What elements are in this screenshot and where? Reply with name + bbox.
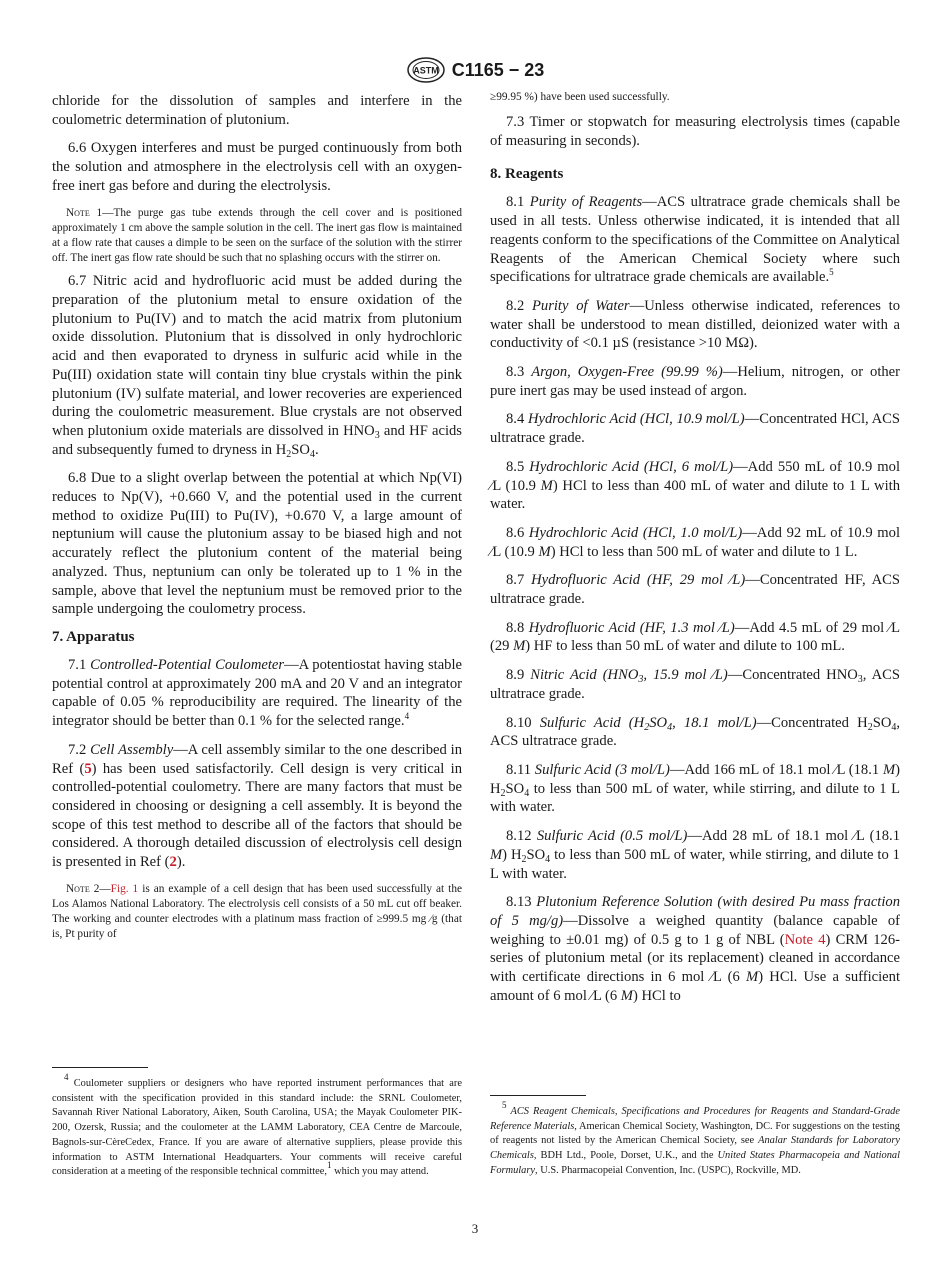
footnote-4: $^4$ Coulometer suppliers or designers who have reported instrument performances that are consistent with the specification provided in this standard include: the SRNL Coulometer, Savannah River National Laboratory, Aiken, South Carolina, USA; the Mayak Coulometer PIK-200, Ozersk, Russia; and the coulometer at the LAMM Laboratory, CEA Centre de Marcoule, Bagnols-sur-CèreCedex, France. If you are aware of alternative suppliers, please provide this information to ASTM International Headquarters. Your comments will receive careful consideration at a meeting of the responsible technical committee,$^1$ which you may attend. — [52, 1072, 462, 1178]
figure-1-link[interactable]: Fig. 1 — [110, 882, 139, 895]
paragraph-8-13: 8.13 Plutonium Reference Solution (with desired Pu mass fraction of 5 mg/g)—Dissolve a weighed quantity (balance capable of weighing to ±0.01 mg) of 0.5 g to 1 g of NBL (Note 4) CRM 126-series of plutonium metal (or its replacement) cleaned in accordance with certificate directions in 6 mol ⁄L (6 M) HCl. Use a sufficient amount of 6 mol ⁄L (6 M) HCl to — [490, 894, 901, 1004]
footnote-ref-5: 5 — [829, 267, 834, 278]
paragraph-8-6: 8.6 Hydrochloric Acid (HCl, 1.0 mol/L)—Add 92 mL of 10.9 mol ⁄L (10.9 M) HCl to less than 500 mL of water and dilute to 1 L. — [490, 524, 900, 560]
footnote-divider-left — [52, 1067, 148, 1068]
footnote-5: $^5$ ACS Reagent Chemicals, Specifications and Procedures for Reagents and Standard-Grade Reference Materials, American Chemical Society, Washington, DC. For suggestions on the testing of reagents not listed by the American Chemical Society, see Analar Standards for Laboratory Chemicals, BDH Ltd., Poole, Dorset, U.K., and the United States Pharmacopeia and National Formulary, U.S. Pharmacopeial Convention, Inc. (USPC), Rockville, MD. — [490, 1100, 900, 1176]
left-column — [52, 92, 462, 949]
paragraph-6-8: 6.8 Due to a slight overlap between the potential at which Np(VI) reduces to Np(V), +0.660 V, and the potential used in the current method to oxidize Pu(III) to Pu(IV), +0.670 V, a large amount of neptunium will cause the plutonium assay to be biased high and not accurately reflect the plutonium content of the material being analyzed. Thus, neptunium can only be tolerated up to 1 % in the sample, above that level the neptunium must be removed prior to the sample undergoing the coulometry process. — [52, 470, 462, 618]
paragraph-8-4: 8.4 Hydrochloric Acid (HCl, 10.9 mol/L)—Concentrated HCl, ACS ultratrace grade. — [490, 411, 900, 447]
svg-text:ASTM: ASTM — [412, 65, 439, 76]
right-column — [490, 92, 900, 1015]
paragraph-8-5: 8.5 Hydrochloric Acid (HCl, 6 mol/L)—Add 550 mL of 10.9 mol ⁄L (10.9 M) HCl to less than 400 mL of water and dilute to 1 L with water. — [490, 458, 900, 513]
page-header — [0, 56, 950, 86]
paragraph-8-9: 8.9 Nitric Acid ($HNO_3$, 15.9 mol ⁄L)—Concentrated $HNO_3$, ACS ultratrace grade. — [490, 667, 900, 702]
paragraph-6-7: 6.7 Nitric acid and hydrofluoric acid must be added during the preparation of the plutonium metal to ensure oxidation of the plutonium to Pu(IV) and to match the acid matrix from plutonium oxide dissolution. Plutonium that is dissolved in only hydrochloric acid and then evaporated to dryness in sulfuric acid while in the Pu(III) oxidation state will contain tiny blue crystals within the pink plutonium (IV) sulfate material, and lower recoveries are experienced during the coulometric measurement. Blue crystals are not observed when plutonium oxide materials are dissolved in $HNO_3$ and HF acids and subsequently fumed to dryness in $H_2SO_4$. — [52, 273, 462, 460]
note-1: Note 1—The purge gas tube extends through the cell cover and is positioned approximately 1 cm above the sample solution in the cell. The inert gas flow is maintained at a flow rate that causes a dimple to be seen on the surface of the solution with the stirrer off. The inert gas flow rate should be such that no splashing occurs with the stirrer on. — [52, 206, 462, 265]
paragraph-8-10: 8.10 Sulfuric Acid ($H_2SO_4$, 18.1 mol/L)—Concentrated $H_2SO_4$, ACS ultratrace grade. — [490, 714, 901, 750]
page-number: 3 — [471, 1221, 479, 1236]
section-8-heading: 8. Reagents — [490, 166, 564, 183]
paragraph-7-2: 7.2 Cell Assembly—A cell assembly similar to the one described in Ref (5) has been used satisfactorily. Cell design is very critical in controlled-potential coulometry. There are many factors that must be considered in choosing or designing a cell assembly. It is beyond the scope of this test method to describe all of the factors that should be considered. A thorough detailed discussion of electrolysis cell design is presented in Ref (2). — [52, 741, 462, 871]
paragraph-8-2: 8.2 Purity of Water—Unless otherwise indicated, references to water shall be understood to mean distilled, deionized water with a conductivity of <0.1 µS (resistance >10 MΩ). — [490, 297, 901, 352]
paragraph-8-12: 8.12 Sulfuric Acid (0.5 mol/L)—Add 28 mL of 18.1 mol ⁄L (18.1 M) $H_2SO_4$ to less than 500 mL of water, while stirring, and dilute to 1 L with water. — [490, 828, 900, 882]
paragraph-6-5-continuation: chloride for the dissolution of samples and interfere in the coulometric determination of plutonium. — [52, 93, 462, 128]
paragraph-8-3: 8.3 Argon, Oxygen-Free (99.99 %)—Helium, nitrogen, or other pure inert gas may be used instead of argon. — [490, 364, 901, 399]
note-2-continuation: ≥99.95 %) have been used successfully. — [490, 91, 670, 103]
paragraph-8-11: 8.11 Sulfuric Acid (3 mol/L)—Add 166 mL of 18.1 mol ⁄L (18.1 M) $H_2SO_4$ to less than 500 mL of water, while stirring, and dilute to 1 L with water. — [490, 761, 900, 816]
paragraph-8-1: 8.1 Purity of Reagents—ACS ultratrace grade chemicals shall be used in all tests. Unless otherwise indicated, it is intended that all reagents conform to the specifications of the Committee on Analytical Reagents of the American Chemical Society where such specifications for ultratrace grade chemicals are available.$^5$ — [490, 194, 900, 286]
paragraph-8-8: 8.8 Hydrofluoric Acid (HF, 1.3 mol ⁄L)—Add 4.5 mL of 29 mol ⁄L (29 M) HF to less than 50 mL of water and dilute to 100 mL. — [490, 619, 901, 655]
paragraph-7-1: 7.1 Controlled-Potential Coulometer—A potentiostat having stable potential control at approximately 200 mA and 20 V and an integrator capable of 0.05 % reproducibility are required. The linearity of the integrator should be better than 0.1 % for the selected range.$^4$ — [52, 656, 462, 730]
note-2: Note 2—Fig. 1 is an example of a cell design that has been used successfully at the Los Alamos National Laboratory. The electrolysis cell consists of a 50 mL cut off beaker. The working and counter electrodes with a platinum mass fraction of ≥999.5 mg ⁄g (that is, Pt purity of — [52, 882, 462, 941]
reference-link-5[interactable]: 5 — [84, 760, 92, 777]
document-designation: C1165 − 23 — [451, 59, 545, 80]
astm-logo-icon — [406, 56, 446, 84]
note-4-link[interactable]: Note 4 — [784, 931, 826, 948]
footnote-divider-right — [490, 1095, 586, 1096]
paragraph-6-6: 6.6 Oxygen interferes and must be purged continuously from both the solution and atmosphere in the electrolysis cell with an oxygen-free inert gas before and during the electrolysis. — [52, 140, 462, 194]
footnote-ref-4: 4 — [404, 711, 410, 722]
paragraph-7-3: 7.3 Timer or stopwatch for measuring electrolysis times (capable of measuring in seconds). — [490, 114, 900, 149]
paragraph-8-7: 8.7 Hydrofluoric Acid (HF, 29 mol ⁄L)—Concentrated HF, ACS ultratrace grade. — [490, 572, 900, 608]
section-7-heading: 7. Apparatus — [52, 628, 135, 645]
reference-link-2[interactable]: 2 — [169, 854, 177, 871]
